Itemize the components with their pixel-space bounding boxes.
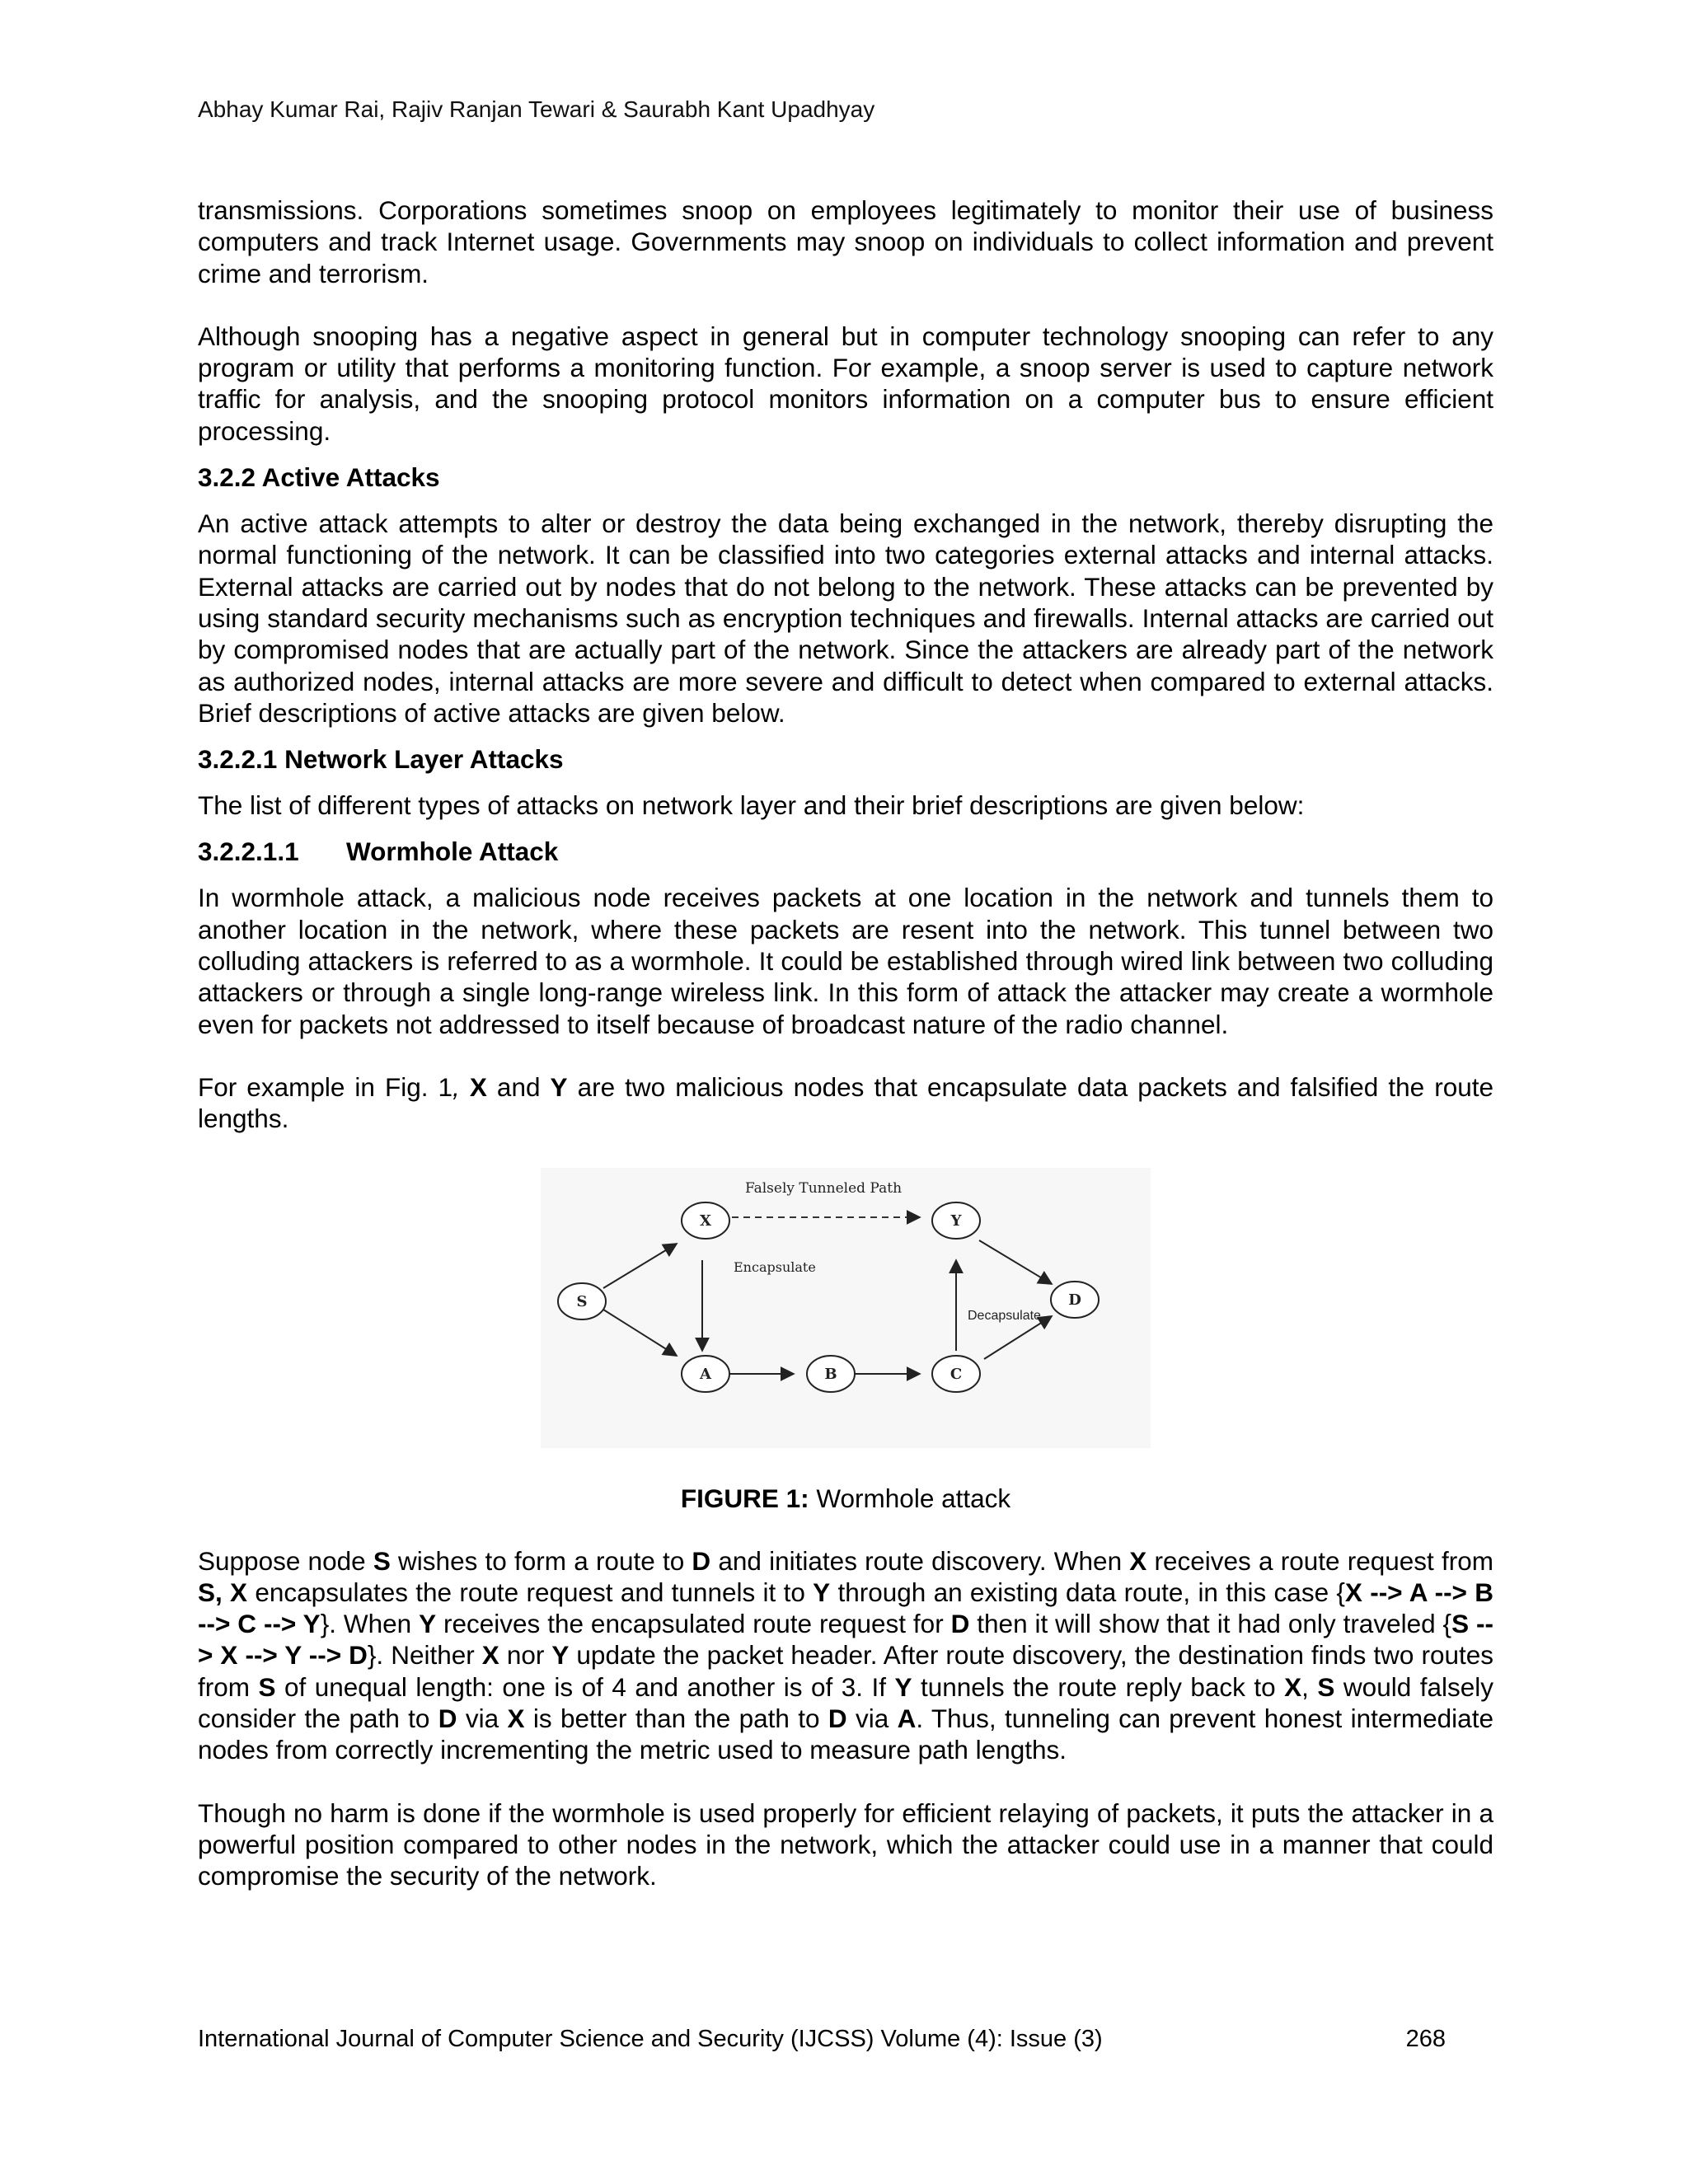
node-a-label: A	[700, 1365, 711, 1383]
text-run: receives the encapsulated route request for	[436, 1609, 951, 1639]
bold-run: S	[1317, 1671, 1335, 1702]
text-run: and	[486, 1071, 551, 1102]
running-header: Abhay Kumar Rai, Rajiv Ranjan Tewari & Saurabh Kant Upadhyay	[198, 96, 875, 122]
paragraph-wormhole-description: In wormhole attack, a malicious node receives packets at one location in the network and tunnels them to another location in the network, where these packets are resent into the network. This tunnel between two colluding attackers is referred to as a wormhole. It could be established through wired link between two colluding attackers or through a single long-range wireless link. In this form of attack the attacker may create a wormhole even for packets not addressed to itself because of broadcast nature of the radio channel.	[198, 883, 1493, 1039]
bold-run: D	[950, 1609, 970, 1639]
wormhole-diagram	[541, 1168, 1151, 1448]
label-decapsulate: Decapsulate	[968, 1308, 1041, 1323]
paragraph-wormhole-conclusion: Though no harm is done if the wormhole is used properly for efficient relaying of packets, it puts the attacker in a powerful position compared to other nodes in the network, which the attacker could use in a manner that could compromise the security of the network.	[198, 1797, 1493, 1891]
bold-run: S --> X --> Y --> D	[198, 1609, 1493, 1671]
text-run: via	[457, 1704, 508, 1734]
node-b	[807, 1356, 855, 1392]
bold-run: Y	[550, 1071, 568, 1102]
figure-wormhole	[198, 1168, 1493, 1448]
label-encapsulate: Encapsulate	[734, 1258, 816, 1275]
caption-label: FIGURE 1:	[680, 1483, 809, 1513]
node-d-label: D	[1068, 1291, 1081, 1309]
bold-run: Y	[551, 1640, 570, 1671]
heading-network-layer-attacks: 3.2.2.1 Network Layer Attacks	[198, 744, 564, 775]
text-run: wishes to form a route to	[390, 1545, 692, 1576]
node-y	[932, 1202, 980, 1239]
bold-run: X	[507, 1704, 525, 1734]
caption-text: Wormhole attack	[809, 1483, 1011, 1513]
bold-run: S	[258, 1671, 276, 1702]
paragraph-wormhole-example	[198, 1545, 1493, 1766]
text-run: and initiates route discovery. When	[710, 1545, 1130, 1576]
text-run: update the packet header. After route discovery, the destination finds two routes from	[198, 1640, 1494, 1702]
paragraph-snooping-technology: Although snooping has a negative aspect in general but in computer technology snooping can refer to any program or utility that performs a monitoring function. For example, a snoop server is used to capture network traffic for analysis, and the snooping protocol monitors information on a computer bus to ensure efficient processing.	[198, 321, 1493, 446]
text-run: . Thus, tunneling can prevent honest intermediate nodes from correctly incrementing the metric used to measure path lengths.	[198, 1704, 1493, 1765]
node-c	[932, 1356, 980, 1392]
bold-run: Y	[813, 1577, 831, 1607]
bold-run: X	[1129, 1545, 1147, 1576]
text-run: then it will show that it had only traveled {	[969, 1609, 1452, 1639]
page-footer	[198, 2026, 1446, 2053]
text-run: of unequal length: one is of 4 and another is of 3. If	[275, 1671, 895, 1702]
bold-run: D	[438, 1704, 457, 1734]
text-run: nor	[499, 1640, 552, 1671]
footer-journal: International Journal of Computer Science and Security (IJCSS) Volume (4): Issue (3)	[198, 2026, 1103, 2052]
node-b-label: B	[824, 1365, 837, 1383]
paragraph-network-layer-list: The list of different types of attacks on network layer and their brief descriptions are given below:	[198, 790, 1305, 821]
page-body	[198, 194, 1493, 1892]
text-run: receives a route request from	[1146, 1545, 1494, 1576]
node-s	[558, 1283, 606, 1319]
text-run: is better than the path to	[524, 1704, 828, 1734]
node-a	[682, 1356, 729, 1392]
bold-run: D	[692, 1545, 711, 1576]
node-c-label: C	[950, 1365, 963, 1383]
bold-run: S	[373, 1545, 391, 1576]
bold-run: X --> A --> B --> C --> Y	[198, 1577, 1493, 1639]
bold-run: A	[897, 1704, 917, 1734]
heading-wormhole-attack	[198, 836, 1493, 867]
bold-run: Y	[419, 1609, 437, 1639]
node-x-label: X	[700, 1212, 711, 1230]
text-run: ,	[1301, 1671, 1318, 1702]
node-s-label: S	[576, 1292, 588, 1310]
text-run: are two malicious nodes that encapsulate data packets and falsified the route lengths.	[198, 1071, 1493, 1134]
heading-active-attacks: 3.2.2 Active Attacks	[198, 462, 440, 493]
bold-run: S, X	[198, 1577, 248, 1607]
bold-run: Y	[894, 1671, 912, 1702]
node-x	[682, 1202, 729, 1239]
text-run: encapsulates the route request and tunnels it to	[247, 1577, 814, 1607]
footer-page-number: 268	[1405, 2026, 1446, 2052]
bold-run: X	[1284, 1671, 1302, 1702]
node-y-label: Y	[950, 1212, 962, 1230]
bold-run: D	[828, 1704, 847, 1734]
text-run: would falsely consider the path to	[198, 1671, 1493, 1734]
text-run: tunnels the route reply back to	[912, 1671, 1285, 1702]
heading-title: Wormhole Attack	[346, 837, 559, 867]
text-run: }. Neither	[367, 1640, 482, 1671]
text-run: }. When	[320, 1609, 420, 1639]
bold-run: X	[481, 1640, 499, 1671]
text-run: ,	[452, 1071, 470, 1102]
figure-caption	[198, 1483, 1493, 1514]
paragraph-active-attacks: An active attack attempts to alter or destroy the data being exchanged in the network, thereby disrupting the normal functioning of the network. It can be classified into two categories external attacks and internal attacks. External attacks are carried out by nodes that do not belong to the network. These attacks can be prevented by using standard security mechanisms such as encryption techniques and firewalls. Internal attacks are carried out by compromised nodes that are actually part of the network. Since the attackers are already part of the network as authorized nodes, internal attacks are more severe and difficult to detect when compared to external attacks. Brief descriptions of active attacks are given below.	[198, 509, 1493, 728]
heading-number: 3.2.2.1.1	[198, 837, 299, 867]
label-tunnel: Falsely Tunneled Path	[744, 1179, 903, 1197]
text-run: Suppose node	[198, 1545, 373, 1576]
text-run: For example in Fig. 1	[198, 1071, 453, 1102]
text-run: through an existing data route, in this case {	[830, 1577, 1345, 1607]
bold-run: X	[469, 1071, 487, 1102]
paragraph-snooping-intro: transmissions. Corporations sometimes snoop on employees legitimately to monitor their use of business computers and track Internet usage. Governments may snoop on individuals to collect information and prevent crime and terrorism.	[198, 195, 1493, 288]
paragraph-figure-reference	[198, 1071, 1493, 1135]
text-run: via	[846, 1704, 898, 1734]
node-d	[1051, 1282, 1099, 1318]
